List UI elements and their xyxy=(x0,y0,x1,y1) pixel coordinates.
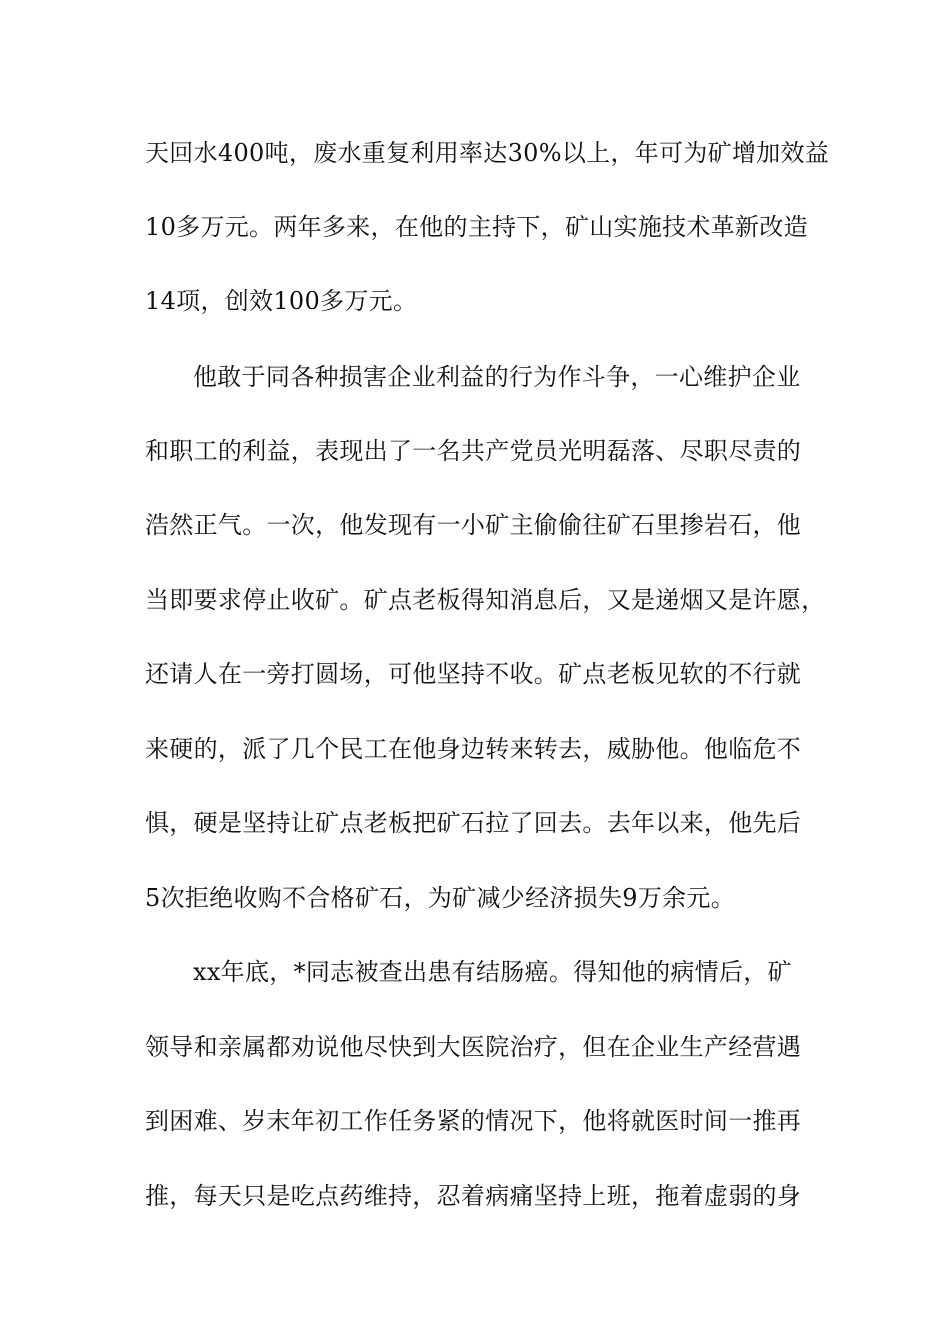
text-line: 领导和亲属都劝说他尽快到大医院治疗，但在企业生产经营遇 xyxy=(145,1033,802,1061)
text-line: 推，每天只是吃点药维持，忍着病痛坚持上班，拖着虚弱的身 xyxy=(145,1182,802,1210)
text-line: 14项，创效100多万元。 xyxy=(145,287,418,315)
text-line: 还请人在一旁打圆场，可他坚持不收。矿点老板见软的不行就 xyxy=(145,660,802,688)
paragraph-first-line: 他敢于同各种损害企业利益的行为作斗争，一心维护企业 xyxy=(193,363,801,391)
text-line: 来硬的，派了几个民工在他身边转来转去，威胁他。他临危不 xyxy=(145,735,802,763)
text-line: 惧，硬是坚持让矿点老板把矿石拉了回去。去年以来，他先后 xyxy=(145,809,802,837)
text-line: 和职工的利益，表现出了一名共产党员光明磊落、尽职尽责的 xyxy=(145,437,802,465)
text-line: 当即要求停止收矿。矿点老板得知消息后，又是递烟又是许愿， xyxy=(145,586,826,614)
text-line: 天回水400吨，废水重复利用率达30%以上，年可为矿增加效益 xyxy=(145,139,830,167)
text-line: 5次拒绝收购不合格矿石，为矿减少经济损失9万余元。 xyxy=(145,884,736,912)
text-line: 10多万元。两年多来，在他的主持下，矿山实施技术革新改造 xyxy=(145,213,808,241)
text-line: 到困难、岁末年初工作任务紧的情况下，他将就医时间一推再 xyxy=(145,1107,802,1135)
text-line: 浩然正气。一次，他发现有一小矿主偷偷往矿石里掺岩石，他 xyxy=(145,511,802,539)
paragraph-first-line: xx年底，*同志被查出患有结肠癌。得知他的病情后，矿 xyxy=(193,958,792,986)
